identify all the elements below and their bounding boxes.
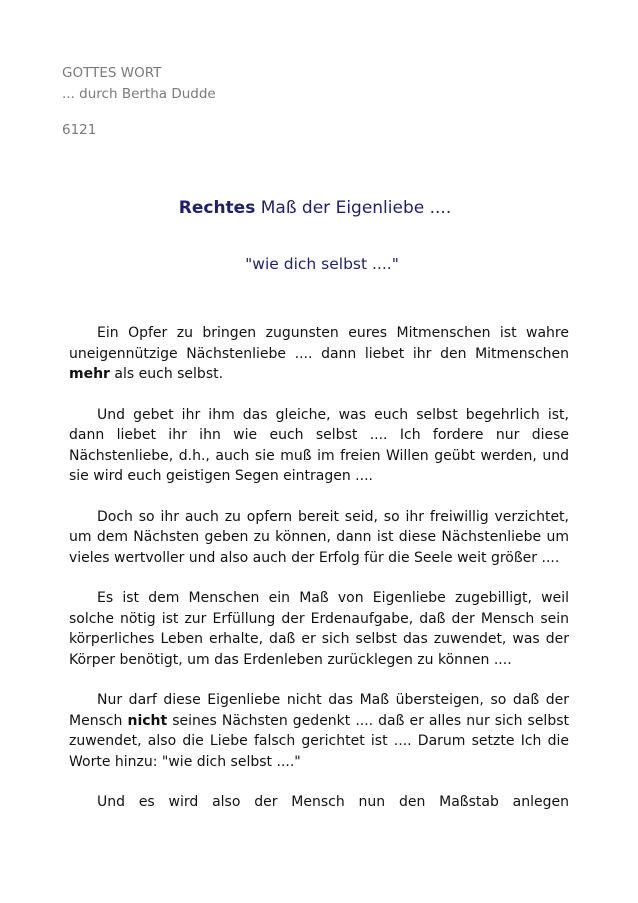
paragraph-3 [69,507,569,569]
paragraph-text: Es ist dem Menschen ein Maß von Eigenliebe zugebilligt, weil solche nötig ist zur Erfüllung der Erdenaufgabe, daß der Mensch sein körperliches Leben erhalte, daß er sich selbst das zuwendet, was der Körper benötigt, um das Erdenleben zurücklegen zu können .... [69,590,569,668]
paragraph-6 [69,792,569,813]
paragraph-2 [69,405,569,487]
paragraph-text: Nur darf diese Eigenliebe nicht das Maß übersteigen, so daß der Mensch [69,692,569,729]
paragraph-text: Ein Opfer zu bringen zugunsten eures Mitmenschen ist wahre uneigennützige Nächstenliebe .... dann liebet ihr den Mitmenschen [69,325,569,362]
document-header [62,63,216,141]
paragraph-5 [69,690,569,772]
paragraph-text: seines Nächsten gedenkt .... daß er alles nur sich selbst zuwendet, also die Liebe falsch gerichtet ist .... Darum setzte Ich die Worte hinzu: "wie dich selbst ...." [69,712,569,770]
page-subtitle [0,255,638,273]
paragraph-text: Und gebet ihr ihm das gleiche, was euch selbst begehrlich ist, dann liebet ihr ihn wie euch selbst .... Ich fordere nur diese Nächstenliebe, d.h., auch sie muß im freien Willen geübt werden, und sie wird euch geistigen Segen eintragen .... [69,406,569,484]
paragraph-text: Und es wird also der Mensch nun den Maßstab anlegen [97,794,569,810]
header-title: GOTTES WORT [62,65,162,81]
paragraph-1 [69,323,569,385]
page-title-bold: Rechtes [178,198,256,218]
page-title [0,198,638,218]
emphasis-text: mehr [69,366,110,382]
page-title-rest: Maß der Eigenliebe .... [255,198,452,218]
paragraph-4 [69,588,569,670]
paragraph-text: als euch selbst. [109,366,224,382]
emphasis-text: nicht [127,712,168,729]
paragraph-text: Doch so ihr auch zu opfern bereit seid, so ihr freiwillig verzichtet, um dem Nächsten geben zu können, dann ist diese Nächstenliebe um vieles wertvoller und also auch der Erfolg für die Seele weit größer .... [69,508,569,566]
page-subtitle-text: "wie dich selbst ...." [245,255,399,273]
header-author: ... durch Bertha Dudde [62,86,216,102]
document-number: 6121 [62,122,97,138]
document-body [69,323,569,813]
